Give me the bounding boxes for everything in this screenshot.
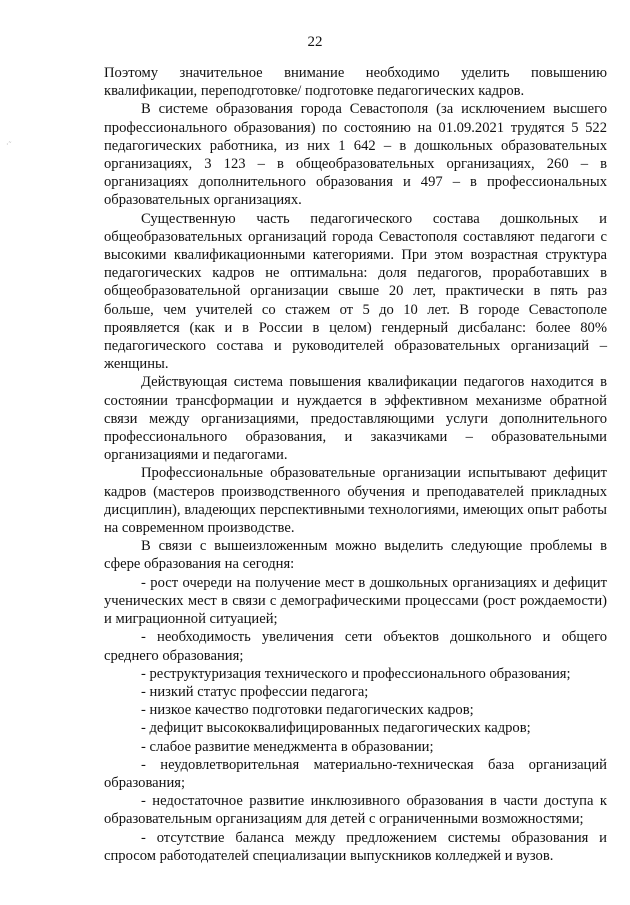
list-item: - дефицит высококвалифицированных педагогических кадров; xyxy=(141,720,531,737)
list-item: - отсутствие баланса между предложением системы образования и спросом работодателей специализации выпускников колледжей и вузов. xyxy=(104,829,607,864)
page-number: 22 xyxy=(307,34,323,50)
paragraph: Действующая система повышения квалификации педагогов находится в состоянии трансформации и нуждается в эффективном механизме обратной связи между организациями, предоставляющими услуги дополнительного профессионального образования, и заказчиками – образовательными организациями и педагогами. xyxy=(104,374,607,464)
margin-scan-mark: ·˜ xyxy=(6,140,12,149)
list-item: - низкий статус профессии педагога; xyxy=(141,683,369,700)
paragraph: В связи с вышеизложенным можно выделить следующие проблемы в сфере образования на сегодня: xyxy=(104,538,607,573)
paragraph: Поэтому значительное внимание необходимо уделить повышению квалификации, переподготовке/ подготовке педагогических кадров. xyxy=(104,65,607,100)
list-item: - слабое развитие менеджмента в образовании; xyxy=(141,738,434,755)
list-item: - недостаточное развитие инклюзивного образования в части доступа к образовательным организациям для детей с ограниченными возможностями; xyxy=(104,793,607,828)
paragraph: Профессиональные образовательные организации испытывают дефицит кадров (мастеров производственного обучения и преподавателей прикладных дисциплин), владеющих перспективными технологиями, имеющих опыт работы на современном производстве. xyxy=(104,465,607,537)
paragraph: В системе образования города Севастополя (за исключением высшего профессионального образования) по состоянию на 01.09.2021 трудятся 5 522 педагогических работника, из них 1 642 – в дошкольных образовательных организациях, 3 123 – в общеобразовательных организациях, 260 – в организациях дополнительного образования и 497 – в профессиональных образовательных организациях. xyxy=(104,101,607,209)
paragraph: Существенную часть педагогического состава дошкольных и общеобразовательных организаций города Севастополя составляют педагоги с высокими квалификационными категориями. При этом возрастная структура педагогических кадров не оптимальна: доля педагогов, проработавших в общеобразовательной организации свыше 20 лет, практически в пять раз больше, чем учителей со стажем от 5 до 10 лет. В городе Севастополе проявляется (как и в России в целом) гендерный дисбаланс: более 80% педагогического состава и руководителей образовательных организаций – женщины. xyxy=(104,210,607,373)
list-item: - неудовлетворительная материально-техническая база организаций образования; xyxy=(104,756,607,791)
document-body xyxy=(104,64,607,865)
list-item: - реструктуризация технического и профессионального образования; xyxy=(141,665,571,682)
list-item: - рост очереди на получение мест в дошкольных организациях и дефицит ученических мест в связи с демографическими процессами (рост рождаемости) и миграционной ситуацией; xyxy=(104,574,607,628)
list-item: - низкое качество подготовки педагогических кадров; xyxy=(141,702,474,719)
list-item: - необходимость увеличения сети объектов дошкольного и общего среднего образования; xyxy=(104,629,607,664)
